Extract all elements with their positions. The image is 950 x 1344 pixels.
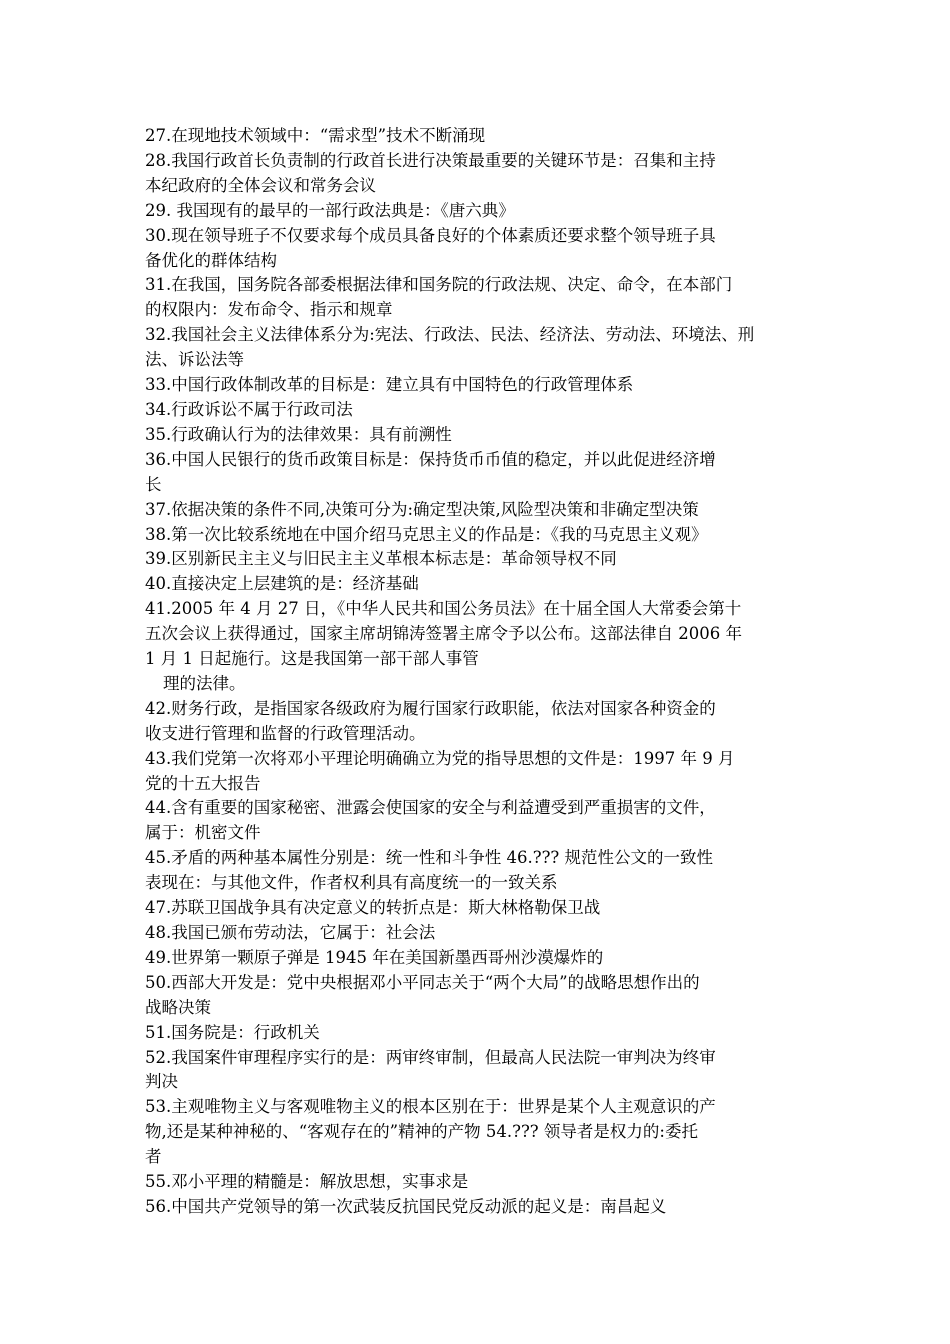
text-line: 27.在现地技术领域中：“需求型”技术不断涌现: [145, 126, 486, 145]
document-paragraph: [145, 1195, 810, 1220]
text-line: 34.行政诉讼不属于行政司法: [145, 399, 353, 419]
document-paragraph: [145, 273, 810, 323]
document-paragraph: [145, 224, 810, 274]
document-paragraph: [145, 1046, 810, 1096]
text-line: 41.2005 年 4 月 27 日，《中华人民共和国公务员法》在十届全国人大常委会第十: [145, 599, 742, 619]
document-paragraph: [145, 523, 810, 548]
text-line: 党的十五大报告: [145, 773, 261, 793]
document-paragraph: [145, 448, 810, 498]
document-paragraph: [145, 846, 810, 896]
text-line: 45.矛盾的两种基本属性分别是：统一性和斗争性 46.??? 规范性公文的一致性: [145, 848, 714, 868]
text-line: 48.我国已颁布劳动法，它属于：社会法: [145, 923, 436, 942]
document-paragraph: [145, 697, 810, 747]
document-paragraph: [145, 597, 810, 672]
text-line: 53.主观唯物主义与客观唯物主义的根本区别在于：世界是某个人主观意识的产: [145, 1097, 716, 1117]
document-paragraph: [145, 796, 810, 846]
text-line: 收支进行管理和监督的行政管理活动。: [145, 723, 426, 743]
text-line: 32.我国社会主义法律体系分为:宪法、行政法、民法、经济法、劳动法、环境法、刑: [145, 325, 755, 345]
text-line: 37.依据决策的条件不同,决策可分为:确定型决策,风险型决策和非确定型决策: [145, 499, 699, 519]
text-line: 31.在我国，国务院各部委根据法律和国务院的行政法规、决定、命令，在本部门: [145, 275, 733, 295]
text-line: 47.苏联卫国战争具有决定意义的转折点是：斯大林格勒保卫战: [145, 898, 601, 918]
text-line: 42.财务行政，是指国家各级政府为履行国家行政职能，依法对国家各种资金的: [145, 698, 716, 718]
text-line: 29. 我国现有的最早的一部行政法典是：《唐六典》: [145, 200, 515, 220]
text-line: 35.行政确认行为的法律效果：具有前溯性: [145, 424, 452, 444]
text-line: 43.我们党第一次将邓小平理论明确确立为党的指导思想的文件是：1997 年 9 月: [145, 748, 735, 768]
document-paragraph: [145, 124, 810, 149]
document-paragraph: [145, 971, 810, 1021]
text-line: 38.第一次比较系统地在中国介绍马克思主义的作品是：《我的马克思主义观》: [145, 524, 708, 544]
text-line: 物,还是某种神秘的、“客观存在的”精神的产物 54.??? 领导者是权力的:委托: [145, 1122, 698, 1142]
document-paragraph: [145, 1170, 810, 1195]
text-line: 51.国务院是：行政机关: [145, 1022, 320, 1042]
document-paragraph: [145, 323, 810, 373]
text-line: 理的法律。: [163, 673, 246, 693]
document-paragraph: [145, 921, 810, 946]
document-paragraph: [145, 373, 810, 398]
text-line: 者: [145, 1147, 162, 1167]
document-paragraph: [145, 572, 810, 597]
document-body: [145, 124, 810, 1220]
document-paragraph: [145, 398, 810, 423]
text-line: 36.中国人民银行的货币政策目标是：保持货币币值的稳定，并以此促进经济增: [145, 449, 716, 469]
document-paragraph: [145, 747, 810, 797]
text-line: 33.中国行政体制改革的目标是：建立具有中国特色的行政管理体系: [145, 375, 634, 395]
text-line: 28.我国行政首长负责制的行政首长进行决策最重要的关键环节是：召集和主持: [145, 150, 716, 170]
document-paragraph: [145, 672, 810, 697]
text-line: 52.我国案件审理程序实行的是：两审终审制，但最高人民法院一审判决为终审: [145, 1047, 716, 1067]
text-line: 40.直接决定上层建筑的是：经济基础: [145, 574, 419, 594]
text-line: 30.现在领导班子不仅要求每个成员具备良好的个体素质还要求整个领导班子具: [145, 225, 716, 245]
text-line: 战略决策: [145, 997, 211, 1017]
document-paragraph: [145, 423, 810, 448]
text-line: 备优化的群体结构: [145, 250, 277, 270]
document-paragraph: [145, 1021, 810, 1046]
text-line: 五次会议上获得通过，国家主席胡锦涛签署主席令予以公布。这部法律自 2006 年: [145, 624, 742, 644]
text-line: 39.区别新民主主义与旧民主主义革根本标志是：革命领导权不同: [145, 549, 617, 569]
document-paragraph: [145, 946, 810, 971]
text-line: 50.西部大开发是：党中央根据邓小平同志关于“两个大局”的战略思想作出的: [145, 972, 700, 992]
text-line: 判决: [145, 1072, 178, 1092]
document-paragraph: [145, 896, 810, 921]
document-paragraph: [145, 149, 810, 199]
text-line: 属于：机密文件: [145, 823, 261, 843]
document-paragraph: [145, 547, 810, 572]
text-line: 本纪政府的全体会议和常务会议: [145, 175, 376, 195]
document-paragraph: [145, 199, 810, 224]
text-line: 1 月 1 日起施行。这是我国第一部干部人事管: [145, 649, 479, 669]
text-line: 表现在：与其他文件，作者权利具有高度统一的一致关系: [145, 873, 558, 893]
text-line: 长: [145, 474, 162, 494]
text-line: 56.中国共产党领导的第一次武装反抗国民党反动派的起义是：南昌起义: [145, 1196, 667, 1216]
text-line: 44.含有重要的国家秘密、泄露会使国家的安全与利益遭受到严重损害的文件，: [145, 798, 716, 818]
text-line: 55.邓小平理的精髓是：解放思想，实事求是: [145, 1172, 469, 1192]
text-line: 的权限内：发布命令、指示和规章: [145, 300, 393, 320]
document-paragraph: [145, 498, 810, 523]
document-paragraph: [145, 1095, 810, 1170]
text-line: 49.世界第一颗原子弹是 1945 年在美国新墨西哥州沙漠爆炸的: [145, 947, 604, 967]
text-line: 法、诉讼法等: [145, 350, 244, 370]
